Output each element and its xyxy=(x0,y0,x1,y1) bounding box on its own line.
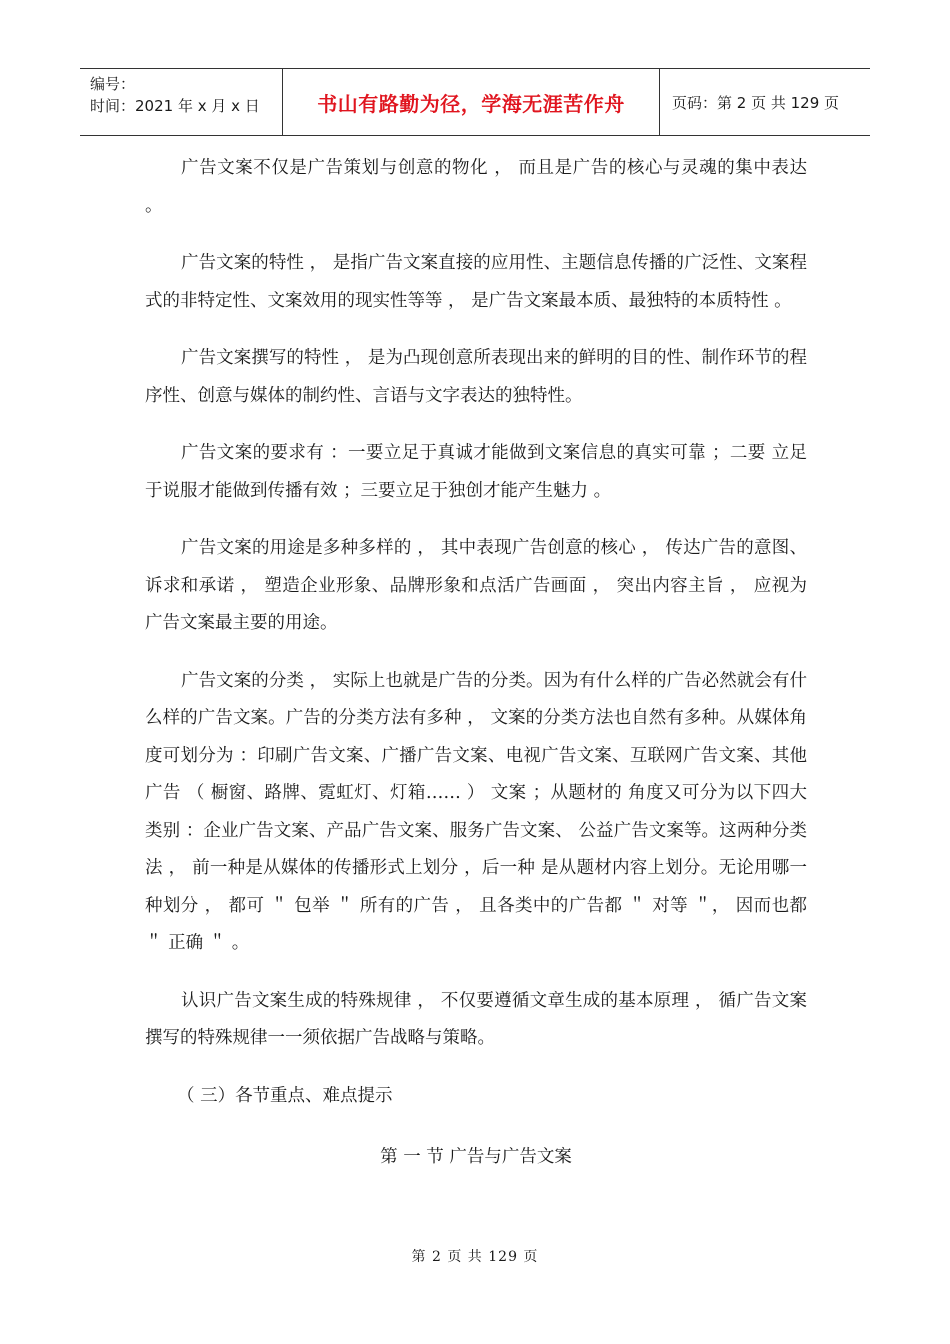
header-motto: 书山有路勤为径，学海无涯苦作舟 xyxy=(317,91,625,116)
page-footer: 第 2 页 共 129 页 xyxy=(411,1249,539,1265)
paragraph: 广告文案的分类 ， 实际上也就是广告的分类。因为有什么样的广告必然就会有什么样的广告文案。广告的分类方法有多种 ， 文案的分类方法也自然有多种。从媒体角度可划分为 ：印刷广告文案、广播广告文案、电视广告文案、互联网广告文案、其他广告 （ 橱窗、路牌、霓虹灯、灯箱…… ） 文案 ；从题材的 角度又可分为以下四大类别 ：企业广告文案、产品广告文案、服务广告文案、 公益广告文案等。这两种分类法 ， 前一种是从媒体的传播形式上划分 ，后一种 是从题材内容上划分。无论用哪一种划分 ， 都可 ＂ 包举 ＂ 所有的广告 ， 且各类中的广告都 ＂ 对等 ＂， 因而也都 ＂ 正确 ＂ 。 xyxy=(145,670,807,953)
document-number-label: 编号： xyxy=(90,75,136,93)
paragraph: 广告文案不仅是广告策划与创意的物化 ， 而且是广告的核心与灵魂的集中表达 。 xyxy=(145,158,807,216)
document-body xyxy=(145,150,807,1201)
paragraph: 广告文案的用途是多种多样的 ， 其中表现广告创意的核心 ， 传达广告的意图、诉求和承诺 ， 塑造企业形象、品牌形象和点活广告画面 ， 突出内容主旨 ， 应视为广告文案最主要的用途。 xyxy=(145,538,807,633)
header-meta xyxy=(80,69,283,135)
header-page-info-cell xyxy=(660,69,870,135)
document-time-label: 时间：2021 年 x 月 x 日 xyxy=(90,97,260,115)
header-motto-cell xyxy=(283,69,660,135)
paragraph: 广告文案的要求有 ：一要立足于真诚才能做到文案信息的真实可靠 ；二要 立足于说服才能做到传播有效 ；三要立足于独创才能产生魅力 。 xyxy=(145,443,807,501)
paragraph: 广告文案撰写的特性 ， 是为凸现创意所表现出来的鲜明的目的性、制作环节的程序性、创意与媒体的制约性、言语与文字表达的独特性。 xyxy=(145,348,807,406)
header-page-info: 页码：第 2 页 共 129 页 xyxy=(672,93,840,112)
section-title: 第 一 节 广告与广告文案 xyxy=(380,1147,572,1167)
paragraph: 广告文案的特性 ， 是指广告文案直接的应用性、主题信息传播的广泛性、文案程式的非特定性、文案效用的现实性等等 ， 是广告文案最本质、最独特的本质特性 。 xyxy=(145,253,807,311)
section-note: （ 三）各节重点、难点提示 xyxy=(177,1085,393,1106)
paragraph: 认识广告文案生成的特殊规律 ， 不仅要遵循文章生成的基本原理 ， 循广告文案撰写的特殊规律一一须依据广告战略与策略。 xyxy=(145,990,807,1048)
page-header xyxy=(80,68,870,136)
